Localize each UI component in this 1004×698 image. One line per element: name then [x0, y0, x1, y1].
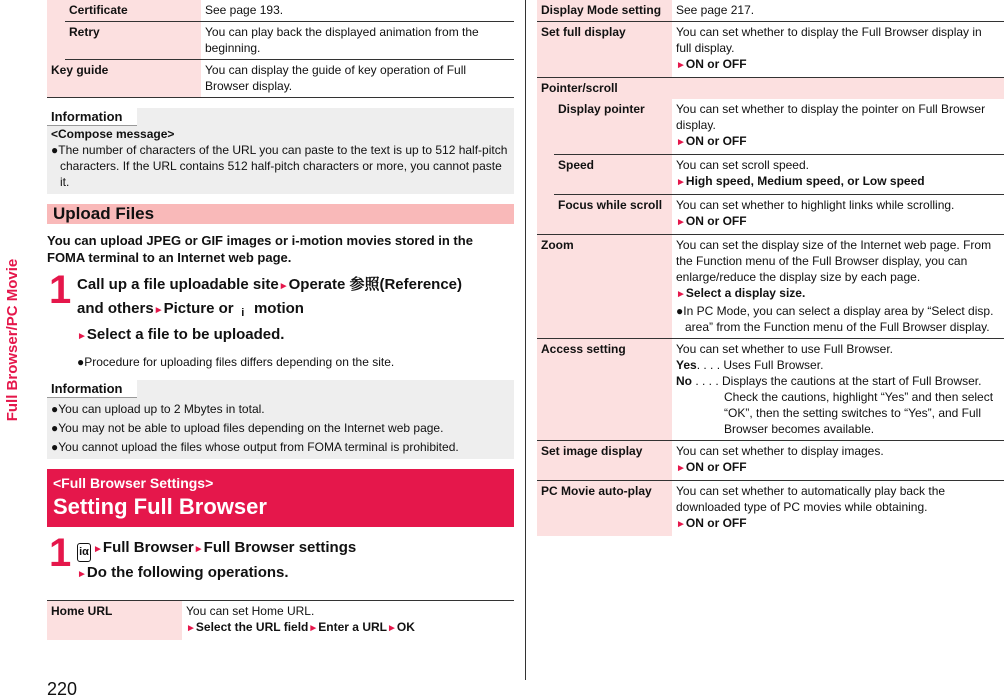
table-row	[537, 481, 1004, 537]
side-tab-label: Full Browser/PC Movie	[4, 258, 21, 422]
desc-text: You can set scroll speed.	[676, 158, 809, 172]
table-row	[537, 339, 1004, 441]
op-text: ON or OFF	[685, 134, 747, 148]
imotion-icon: i	[241, 307, 245, 319]
setting-name: Home URL	[47, 601, 182, 641]
desc-text: You can set whether to automatically play back the downloaded type of PC movies while obtaining.	[676, 484, 946, 514]
information-header: Information	[47, 108, 137, 126]
side-tab	[0, 0, 27, 698]
step-part: and others	[77, 300, 154, 317]
information-box	[47, 380, 514, 459]
setting-name: Speed	[554, 155, 672, 195]
op-part: OK	[396, 620, 415, 634]
arrow-icon: ►	[676, 60, 686, 71]
setting-name: Certificate	[65, 0, 201, 22]
step-number: 1	[49, 531, 72, 575]
arrow-icon: ►	[676, 177, 686, 188]
setting-name: Set image display	[537, 441, 672, 481]
section-subtitle: <Full Browser Settings>	[53, 475, 214, 491]
step-part: Picture or	[163, 300, 238, 317]
setting-desc: You can play back the displayed animation from the beginning.	[201, 22, 514, 60]
arrow-icon: ►	[193, 544, 204, 555]
arrow-icon: ►	[676, 519, 686, 530]
setting-desc	[672, 22, 1004, 78]
arrow-icon: ►	[77, 331, 87, 342]
setting-desc	[672, 481, 1004, 537]
setting-desc: See page 193.	[201, 0, 514, 22]
setting-name: Focus while scroll	[554, 195, 672, 235]
table-row	[47, 60, 514, 98]
page-number: 220	[47, 679, 78, 698]
section-heading: Upload Files	[47, 204, 514, 224]
arrow-icon: ►	[676, 137, 686, 148]
arrow-icon: ►	[386, 623, 397, 634]
indent-spacer	[537, 99, 554, 235]
step-text	[77, 537, 514, 586]
step-part: Do the following operations.	[86, 564, 289, 581]
setting-desc	[672, 155, 1004, 195]
desc-text: You can set whether to display the Full Browser display in full display.	[676, 25, 982, 55]
table-row	[537, 22, 1004, 78]
setting-name: Display pointer	[554, 99, 672, 155]
option-text: . . . . Uses Full Browser.	[696, 358, 824, 372]
imode-key-icon: iα	[77, 543, 91, 562]
table-row	[537, 195, 1004, 235]
step-number: 1	[49, 268, 72, 312]
setting-name: Retry	[65, 22, 201, 60]
settings-table	[47, 600, 514, 640]
indent-spacer	[47, 0, 65, 60]
column-divider	[525, 0, 526, 680]
table-row	[47, 22, 514, 60]
option-key: Yes	[676, 358, 697, 372]
table-row	[537, 235, 1004, 339]
option-key: No	[676, 374, 692, 388]
info-bullet: ●You can upload up to 2 Mbytes in total.	[51, 402, 265, 416]
op-text: ON or OFF	[685, 516, 747, 530]
table-row	[537, 155, 1004, 195]
step-text	[77, 274, 514, 348]
setting-group-name: Pointer/scroll	[537, 78, 1004, 100]
arrow-icon: ►	[676, 217, 686, 228]
desc-text: You can set the display size of the Internet web page. From the Function menu of the Full Browser display, you can enlarge/reduce the display size by each page.	[676, 238, 992, 284]
step-part: Select a file to be uploaded.	[86, 326, 285, 343]
step-part: motion	[249, 300, 304, 317]
setting-desc	[672, 339, 1004, 441]
information-box	[47, 108, 514, 194]
settings-table	[537, 0, 1004, 536]
section-lead: You can upload JPEG or GIF images or i-motion movies stored in the FOMA terminal to an Internet web page.	[47, 233, 473, 265]
table-row	[537, 0, 1004, 22]
table-row	[537, 99, 1004, 155]
info-bullet: ●You may not be able to upload files depending on the Internet web page.	[51, 421, 444, 435]
step-part: Operate 参照(Reference)	[288, 276, 463, 293]
right-column	[537, 0, 1004, 536]
option-row	[676, 357, 1000, 373]
op-part: Select the URL field	[195, 620, 309, 634]
table-row	[47, 0, 514, 22]
setting-desc	[672, 441, 1004, 481]
info-title: <Compose message>	[51, 127, 175, 141]
op-text: ON or OFF	[685, 214, 747, 228]
arrow-icon: ►	[186, 623, 196, 634]
op-text: Select a display size.	[685, 286, 806, 300]
arrow-icon: ►	[278, 281, 289, 292]
desc-text: You can set whether to highlight links while scrolling.	[676, 198, 955, 212]
section-title: Setting Full Browser	[53, 494, 267, 519]
arrow-icon: ►	[77, 569, 87, 580]
setting-name: Key guide	[47, 60, 201, 98]
op-text: ON or OFF	[685, 460, 747, 474]
step	[47, 268, 514, 370]
op-text: ON or OFF	[685, 57, 747, 71]
setting-desc	[672, 195, 1004, 235]
setting-name: Display Mode setting	[537, 0, 672, 22]
arrow-icon: ►	[308, 623, 319, 634]
step-part: Full Browser	[102, 539, 194, 556]
option-text: . . . . Displays the cautions at the start of Full Browser. Check the cautions, highlight “Yes” and then select “OK”, then the setting switches to “Yes”, and Full Browser becomes available.	[692, 374, 994, 436]
step-part: Full Browser settings	[203, 539, 357, 556]
setting-desc	[672, 235, 1004, 339]
setting-desc	[182, 601, 514, 641]
option-row	[676, 373, 1000, 437]
setting-name: Set full display	[537, 22, 672, 78]
arrow-icon: ►	[153, 305, 164, 316]
table-row	[47, 601, 514, 641]
desc-text: You can set whether to use Full Browser.	[676, 342, 894, 356]
note-text: ●In PC Mode, you can select a display area by “Select disp. area” from the Function menu of the Full Browser display.	[676, 304, 994, 334]
setting-name: Zoom	[537, 235, 672, 339]
arrow-icon: ►	[93, 544, 103, 555]
step	[47, 531, 514, 586]
setting-desc: See page 217.	[672, 0, 1004, 22]
setting-desc: You can display the guide of key operation of Full Browser display.	[201, 60, 514, 98]
desc-text: You can set whether to display images.	[676, 444, 884, 458]
arrow-icon: ►	[676, 463, 686, 474]
left-column	[47, 0, 514, 640]
setting-name: Access setting	[537, 339, 672, 441]
information-header: Information	[47, 380, 137, 398]
info-bullet: ●You cannot upload the files whose output from FOMA terminal is prohibited.	[51, 440, 459, 454]
step-part: Call up a file uploadable site	[77, 276, 279, 293]
info-bullet: ●The number of characters of the URL you can paste to the text is up to 512 half-pitch characters. If the URL contains 512 half-pitch characters or more, you cannot paste it.	[51, 143, 508, 189]
setting-name: PC Movie auto-play	[537, 481, 672, 537]
table-row	[537, 78, 1004, 100]
op-part: Enter a URL	[318, 620, 387, 634]
arrow-icon: ►	[676, 289, 686, 300]
op-text: High speed, Medium speed, or Low speed	[685, 174, 925, 188]
desc-text: You can set whether to display the pointer on Full Browser display.	[676, 102, 986, 132]
desc-text: You can set Home URL.	[186, 604, 315, 618]
step-note: ●Procedure for uploading files differs depending on the site.	[77, 355, 395, 369]
browser-menu-table	[47, 0, 514, 98]
setting-desc	[672, 99, 1004, 155]
section-title-box	[47, 469, 514, 527]
table-row	[537, 441, 1004, 481]
